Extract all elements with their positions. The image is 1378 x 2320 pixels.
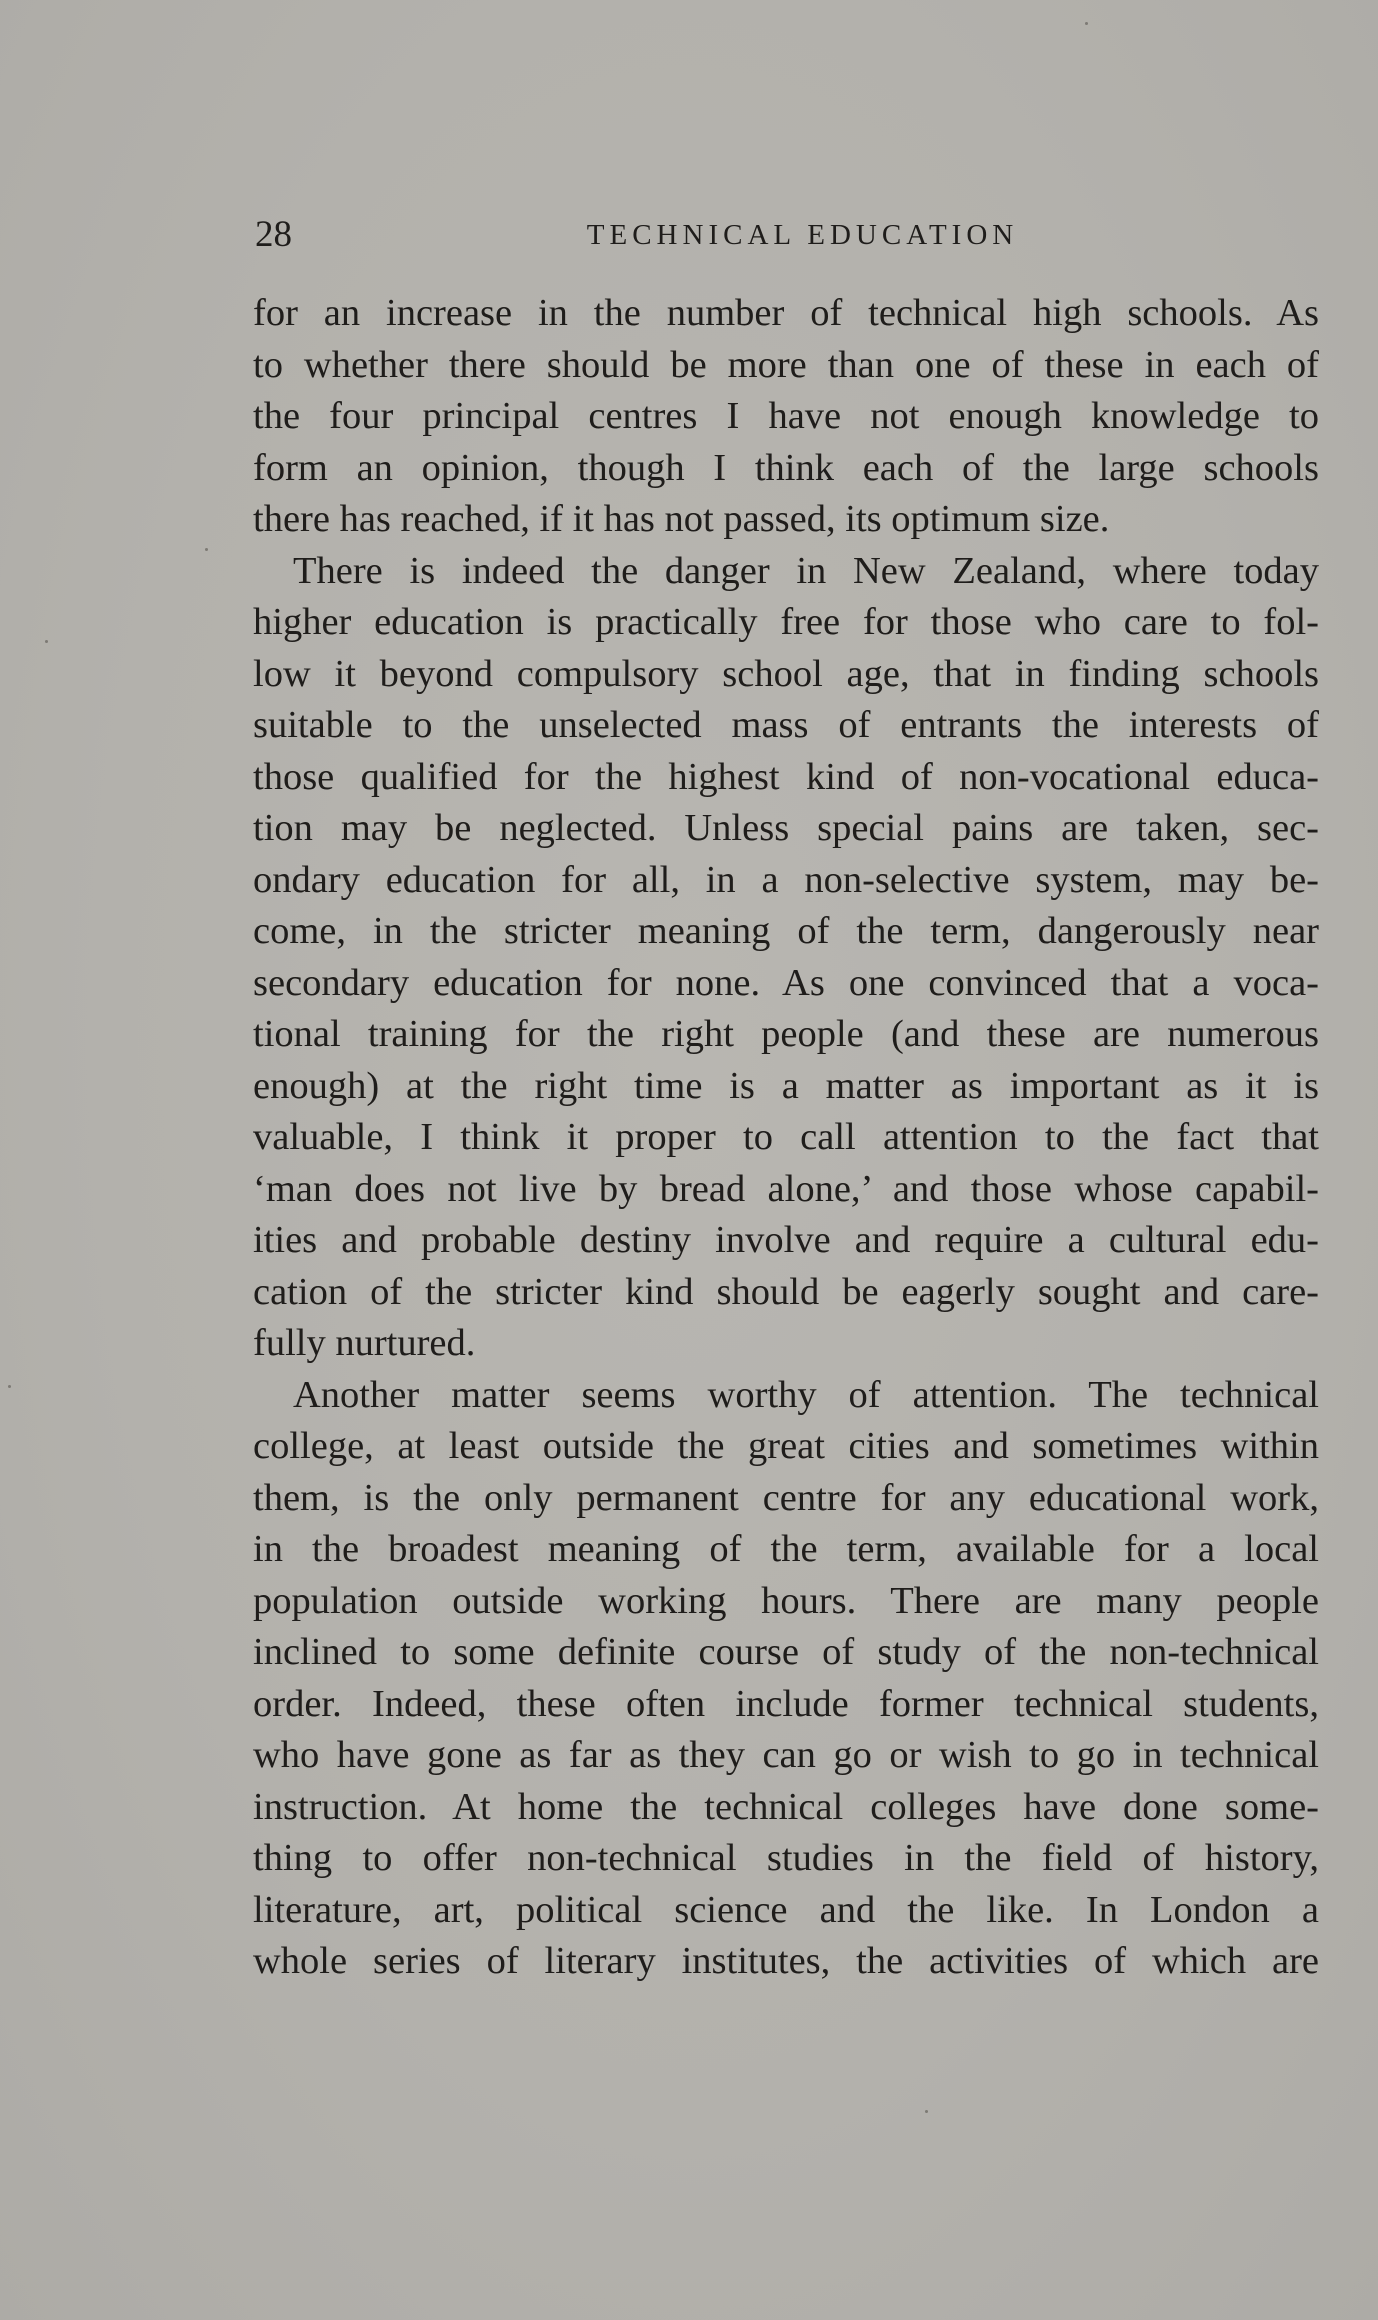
text-line: literature, art, political science and the like. In London a <box>253 1888 1319 1931</box>
text-line: instruction. At home the technical colleges have done some- <box>253 1785 1319 1828</box>
text-line: thing to offer non-technical studies in the field of history, <box>253 1837 1319 1879</box>
text-line: to whether there should be more than one of these in each of <box>253 343 1319 386</box>
text-line: for an increase in the number of technical high schools. As <box>253 292 1319 334</box>
running-head <box>255 210 1310 260</box>
paper-speck <box>1085 22 1088 25</box>
text-line: ondary education for all, in a non-selective system, may be- <box>253 858 1319 901</box>
text-line: form an opinion, though I think each of the large schools <box>253 446 1319 489</box>
text-line: ities and probable destiny involve and require a cultural edu- <box>253 1219 1319 1261</box>
paper-speck <box>205 548 208 551</box>
text-line: fully nurtured. <box>253 1322 476 1364</box>
text-line: college, at least outside the great cities and sometimes within <box>253 1425 1319 1467</box>
text-line: low it beyond compulsory school age, that in finding schools <box>253 652 1319 695</box>
text-line: who have gone as far as they can go or wish to go in technical <box>253 1734 1319 1776</box>
text-line: order. Indeed, these often include former technical students, <box>253 1682 1319 1725</box>
text-line: tional training for the right people (and these are numerous <box>253 1013 1319 1055</box>
text-line: inclined to some definite course of study of the non-technical <box>253 1631 1319 1673</box>
text-line: suitable to the unselected mass of entrants the interests of <box>253 704 1319 746</box>
text-line: in the broadest meaning of the term, available for a local <box>253 1528 1319 1570</box>
body-text <box>253 288 1319 1988</box>
text-line: them, is the only permanent centre for any educational work, <box>253 1476 1319 1519</box>
paragraph-start-line: Another matter seems worthy of attention. The technical <box>293 1373 1319 1416</box>
text-line: enough) at the right time is a matter as important as it is <box>253 1064 1319 1107</box>
text-line: higher education is practically free for those who care to fol- <box>253 601 1319 643</box>
paper-speck <box>925 2110 928 2113</box>
paragraph-start-line: There is indeed the danger in New Zealand, where today <box>293 549 1319 592</box>
text-line: those qualified for the highest kind of non-vocational educa- <box>253 755 1319 798</box>
text-line: tion may be neglected. Unless special pains are taken, sec- <box>253 807 1319 849</box>
text-line: ‘man does not live by bread alone,’ and those whose capabil- <box>253 1167 1319 1210</box>
text-line: population outside working hours. There are many people <box>253 1579 1319 1622</box>
text-line: whole series of literary institutes, the activities of which are <box>253 1940 1319 1982</box>
text-line: secondary education for none. As one convinced that a voca- <box>253 961 1319 1004</box>
text-line: valuable, I think it proper to call attention to the fact that <box>253 1116 1319 1158</box>
text-line: cation of the stricter kind should be eagerly sought and care- <box>253 1270 1319 1313</box>
text-line: there has reached, if it has not passed, its optimum size. <box>253 498 1110 540</box>
text-line: the four principal centres I have not enough knowledge to <box>253 395 1319 437</box>
paper-speck <box>8 1385 11 1388</box>
paper-speck <box>45 640 48 643</box>
running-title: TECHNICAL EDUCATION <box>586 219 1019 251</box>
page-number: 28 <box>255 214 292 255</box>
text-line: come, in the stricter meaning of the term, dangerously near <box>253 910 1319 952</box>
